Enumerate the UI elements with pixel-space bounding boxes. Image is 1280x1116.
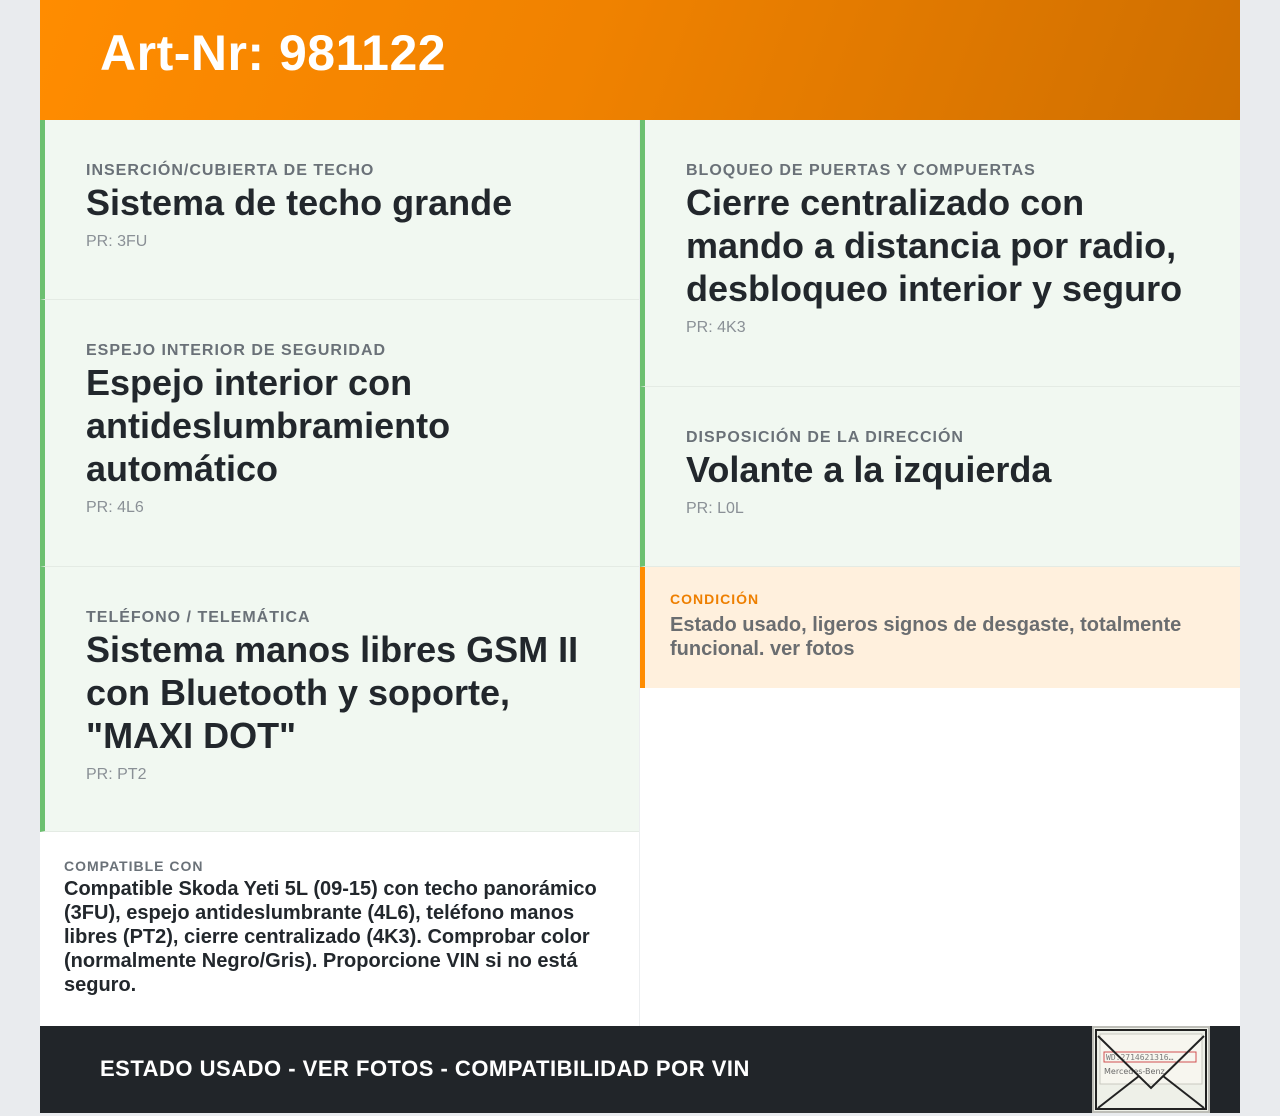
compatibility-label: COMPATIBLE CON <box>64 858 204 874</box>
spec-pr-code: PR: PT2 <box>86 766 147 783</box>
compatibility-text: Compatible Skoda Yeti 5L (09-15) con techo panorámico (3FU), espejo antideslumbrante (4L6), teléfono manos libres (PT2), cierre centralizado (4K3). Comprobar color (normalmente Negro/Gris). Proporcione VIN si no está seguro. <box>64 878 597 996</box>
article-number-title: Art-Nr: 981122 <box>100 25 447 81</box>
spec-value: Espejo interior con antideslumbramiento automático <box>86 362 451 489</box>
page <box>40 0 1240 1113</box>
spec-value: Volante a la izquierda <box>686 449 1052 490</box>
left-column <box>40 120 639 832</box>
condition-label: CONDICIÓN <box>670 591 760 607</box>
spec-label: ESPEJO INTERIOR DE SEGURIDAD <box>86 342 387 359</box>
condition-box <box>640 567 1240 688</box>
spec-label: TELÉFONO / TELEMÁTICA <box>86 609 311 626</box>
spec-label: DISPOSICIÓN DE LA DIRECCIÓN <box>686 429 964 446</box>
spec-pr-code: PR: 4L6 <box>86 499 144 516</box>
spec-value: Cierre centralizado con mando a distancia por radio, desbloqueo interior y seguro <box>686 182 1183 309</box>
envelope-icon <box>1094 1028 1208 1111</box>
spec-card-roof <box>40 120 639 300</box>
spec-label: BLOQUEO DE PUERTAS Y COMPUERTAS <box>686 162 1036 179</box>
spec-card-mirror <box>40 300 639 567</box>
spec-pr-code: PR: 4K3 <box>686 319 746 336</box>
spec-value: Sistema de techo grande <box>86 182 513 223</box>
right-column <box>640 120 1240 688</box>
part-label-thumbnail[interactable] <box>1092 1026 1210 1113</box>
spec-pr-code: PR: 3FU <box>86 233 148 250</box>
compatibility-section <box>40 832 639 1026</box>
spec-pr-code: PR: L0L <box>686 500 744 517</box>
spec-value: Sistema manos libres GSM II con Bluetooth y soporte, "MAXI DOT" <box>86 629 579 756</box>
stamp-brand-text: Mercedes-Benz <box>1104 1067 1165 1076</box>
footer-bar <box>40 1026 1240 1113</box>
spec-card-telephone <box>40 567 639 832</box>
stamp-code-text: WD.2714621316… <box>1106 1053 1174 1062</box>
spec-card-door-lock <box>640 120 1240 387</box>
spec-card-steering <box>640 387 1240 567</box>
spec-label: INSERCIÓN/CUBIERTA DE TECHO <box>86 162 375 179</box>
header-banner <box>40 0 1240 120</box>
condition-text: Estado usado, ligeros signos de desgaste, totalmente funcional. ver fotos <box>670 614 1182 660</box>
footer-text: ESTADO USADO - VER FOTOS - COMPATIBILIDAD POR VIN <box>100 1056 750 1081</box>
